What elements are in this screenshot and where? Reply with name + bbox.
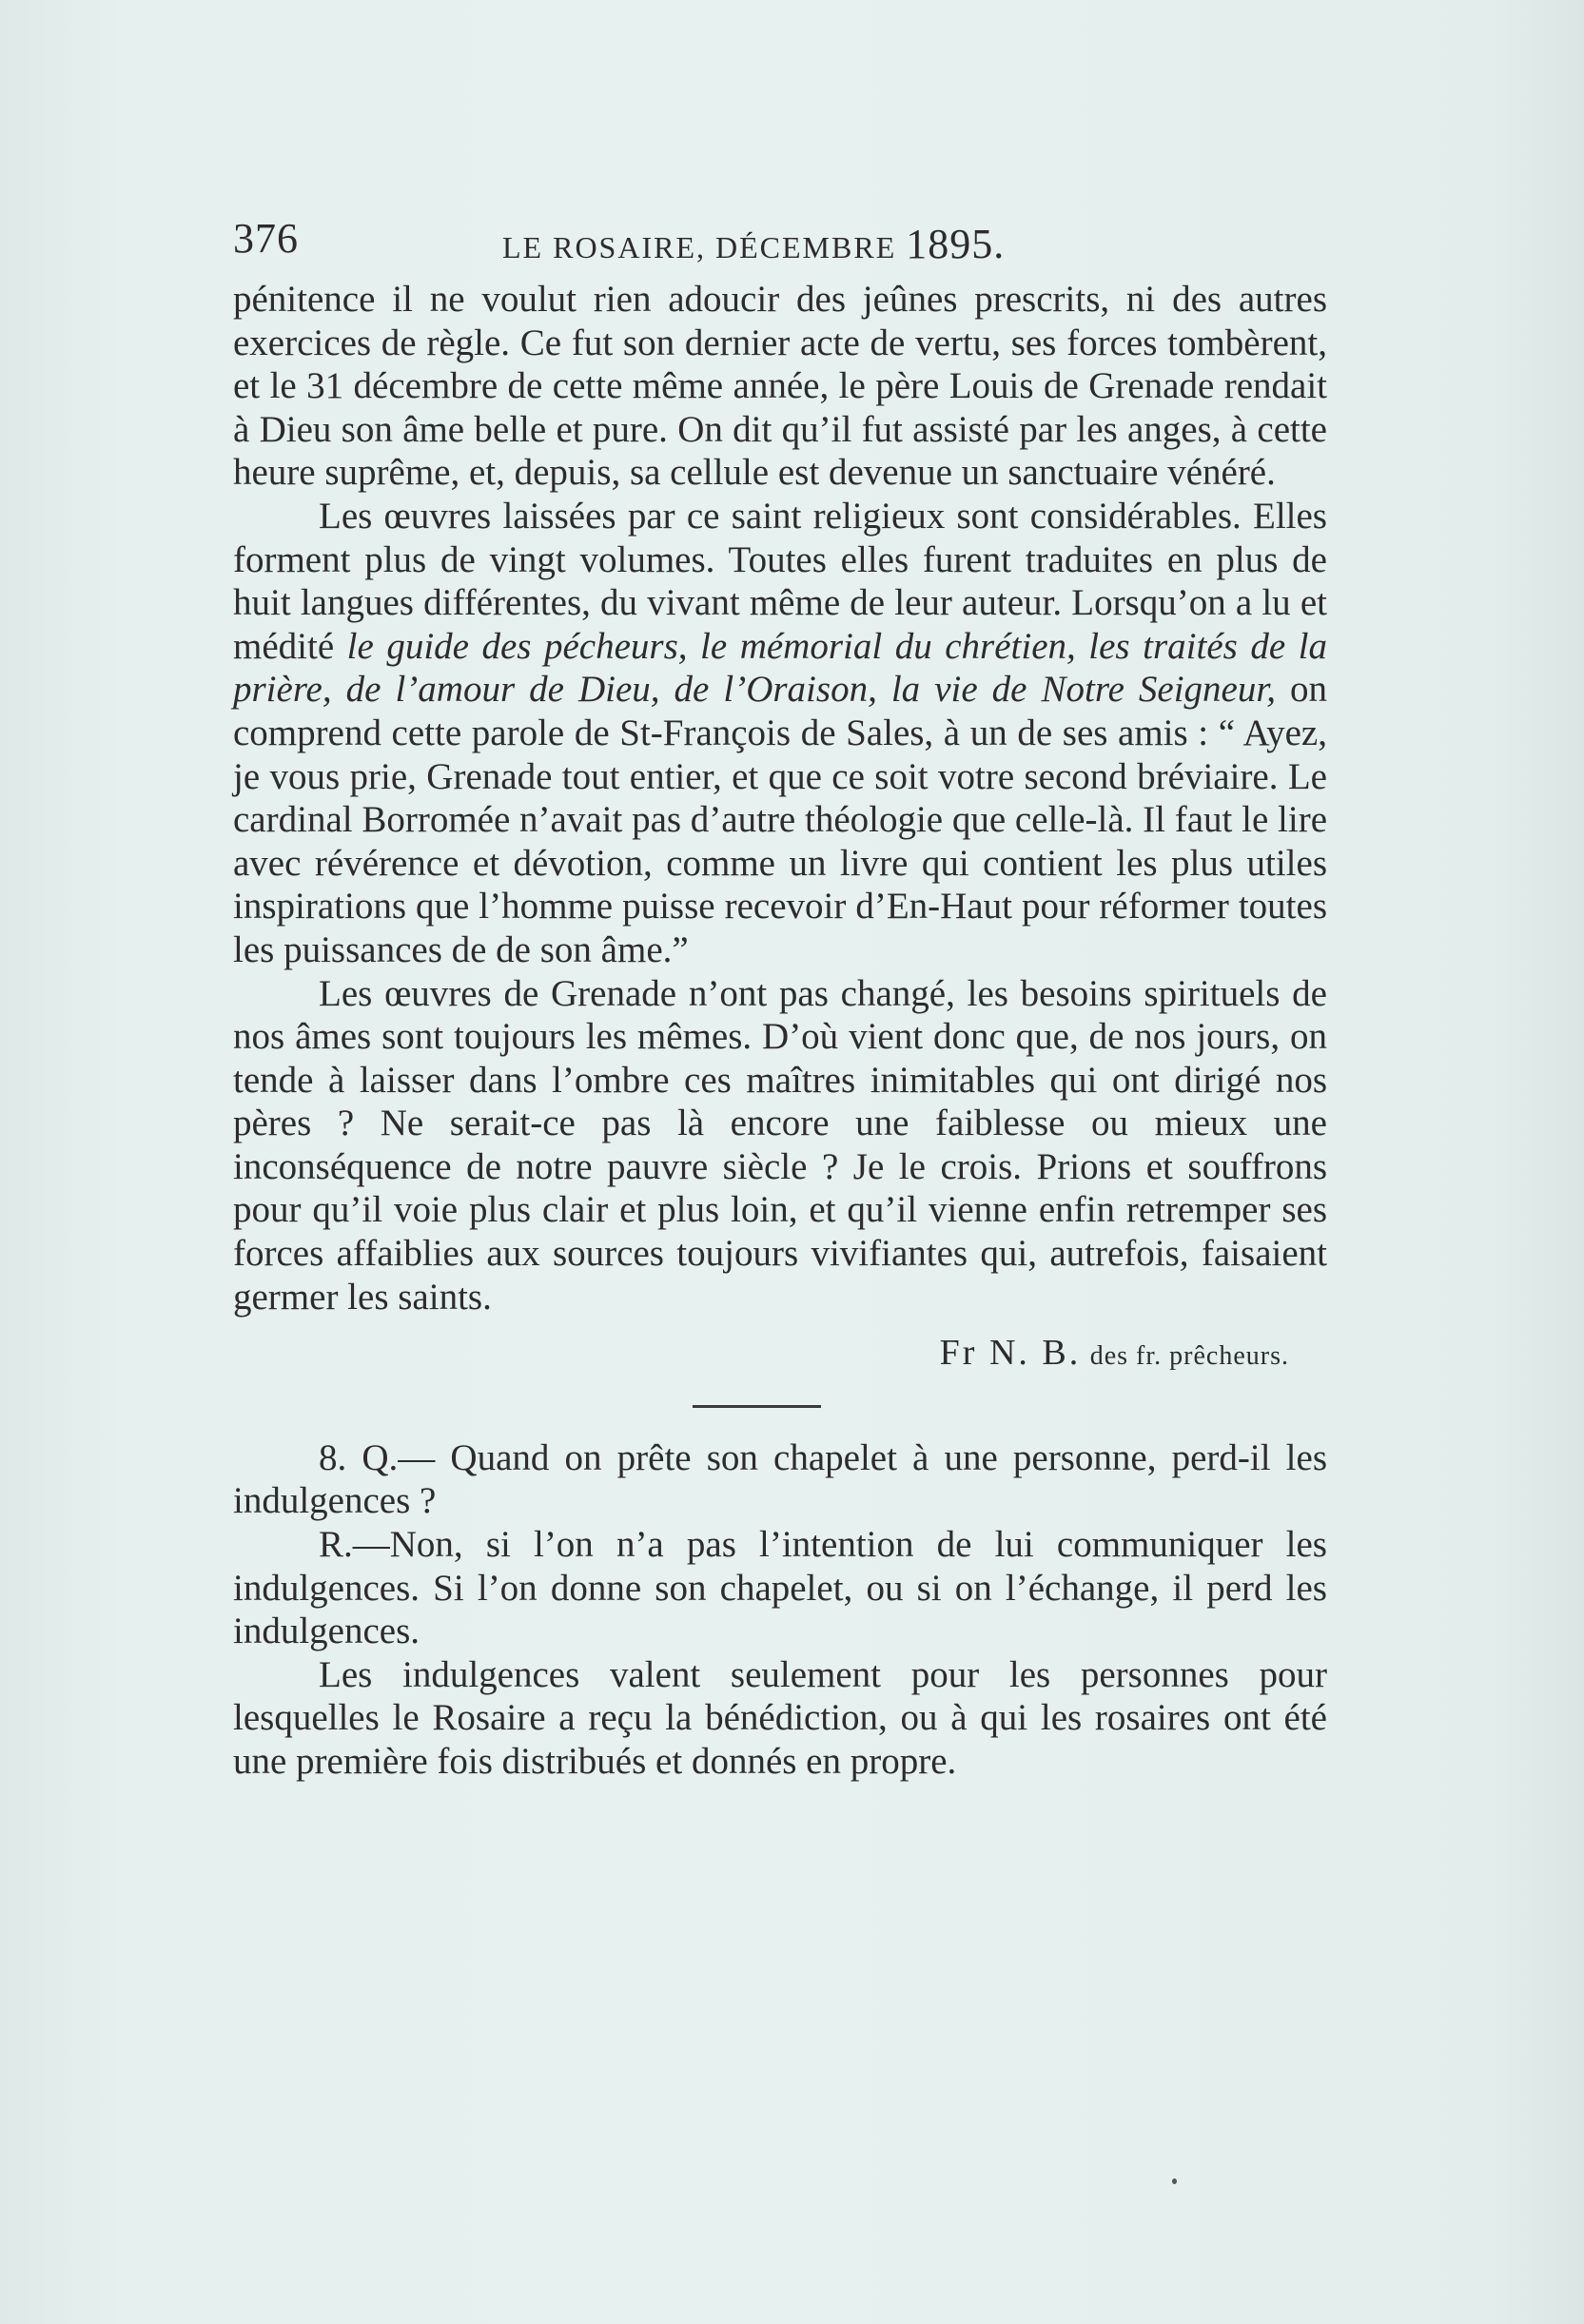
question: 8. Q.— Quand on prête son chapelet à une personne, perd-il les indulgences ? — [233, 1436, 1327, 1522]
signature-name: Fr N. B. — [939, 1333, 1082, 1374]
signature-order: des fr. prêcheurs. — [1089, 1341, 1289, 1372]
running-header — [233, 214, 1108, 271]
running-title-text: LE ROSAIRE, DÉCEMBRE — [502, 230, 897, 264]
paragraph-penitence: pénitence il ne voulut rien adoucir des jeûnes prescrits, ni des autres exercices de règle. Ce fut son dernier acte de vertu, ses forces tombèrent, et le 31 décembre de cette même année, le père Louis de Grenade rendait à Dieu son âme belle et pure. On dit qu’il fut assisté par les anges, à cette heure suprême, et, depuis, sa cellule est devenue un sanctuaire vénéré. — [233, 279, 1327, 494]
book-titles: le guide des pécheurs, le mémorial du chrétien, les traités de la prière, de l’amour de Dieu, de l’Oraison, la vie de Notre Seigneur, — [233, 625, 1327, 711]
article-body — [233, 278, 1327, 1784]
paragraph-grenade: Les œuvres de Grenade n’ont pas changé, les besoins spirituels de nos âmes sont toujours les mêmes. D’où vient donc que, de nos jours, on tende à laisser dans l’ombre ces maîtres inimitables qui ont dirigé nos pères ? Ne serait-ce pas là encore une faiblesse ou mieux une inconséquence de notre pauvre siècle ? Je le crois. Prions et souffrons pour qu’il voie plus clair et plus loin, et qu’il vienne enfin retremper ses forces affaiblies aux sources toujours vivifiantes qui, autrefois, faisaient germer les saints. — [233, 972, 1327, 1318]
ink-speck — [1172, 2178, 1177, 2184]
page-number: 376 — [233, 215, 299, 262]
running-title-year: 1895. — [906, 221, 1006, 267]
signature — [233, 1332, 1327, 1378]
answer: R.—Non, si l’on n’a pas l’intention de lui communiquer les indulgences. Si l’on donne son chapelet, ou si on l’échange, il perd les indulgences. — [233, 1524, 1327, 1652]
paragraph-oeuvres-end: on comprend cette parole de St-François de Sales, à un de ses amis : “ Ayez, je vous prie, Grenade tout entier, et que ce soit votre second bréviaire. Le cardinal Borromée n’avait pas d’autre théologie que celle-là. Il faut le lire avec révérence et dévotion, comme un livre qui contient les plus utiles inspirations que l’homme puisse recevoir d’En-Haut pour réformer toutes les puissances de de son âme.” — [233, 669, 1328, 970]
paragraph-oeuvres-start: Les œuvres laissées par ce saint religieux sont considérables. Elles forment plus de vingt volumes. Toutes elles furent traduites en plus de huit langues différentes, du vivant même de leur auteur. Lorsqu’on a lu et médité — [233, 495, 1327, 667]
section-divider — [693, 1405, 821, 1408]
paragraph-oeuvres — [233, 495, 1327, 972]
paragraph-indulgences: Les indulgences valent seulement pour les personnes pour lesquelles le Rosaire a reçu la bénédiction, ou à qui les rosaires ont été une première fois distribués et donnés en propre. — [233, 1653, 1327, 1782]
running-title — [502, 220, 1005, 268]
